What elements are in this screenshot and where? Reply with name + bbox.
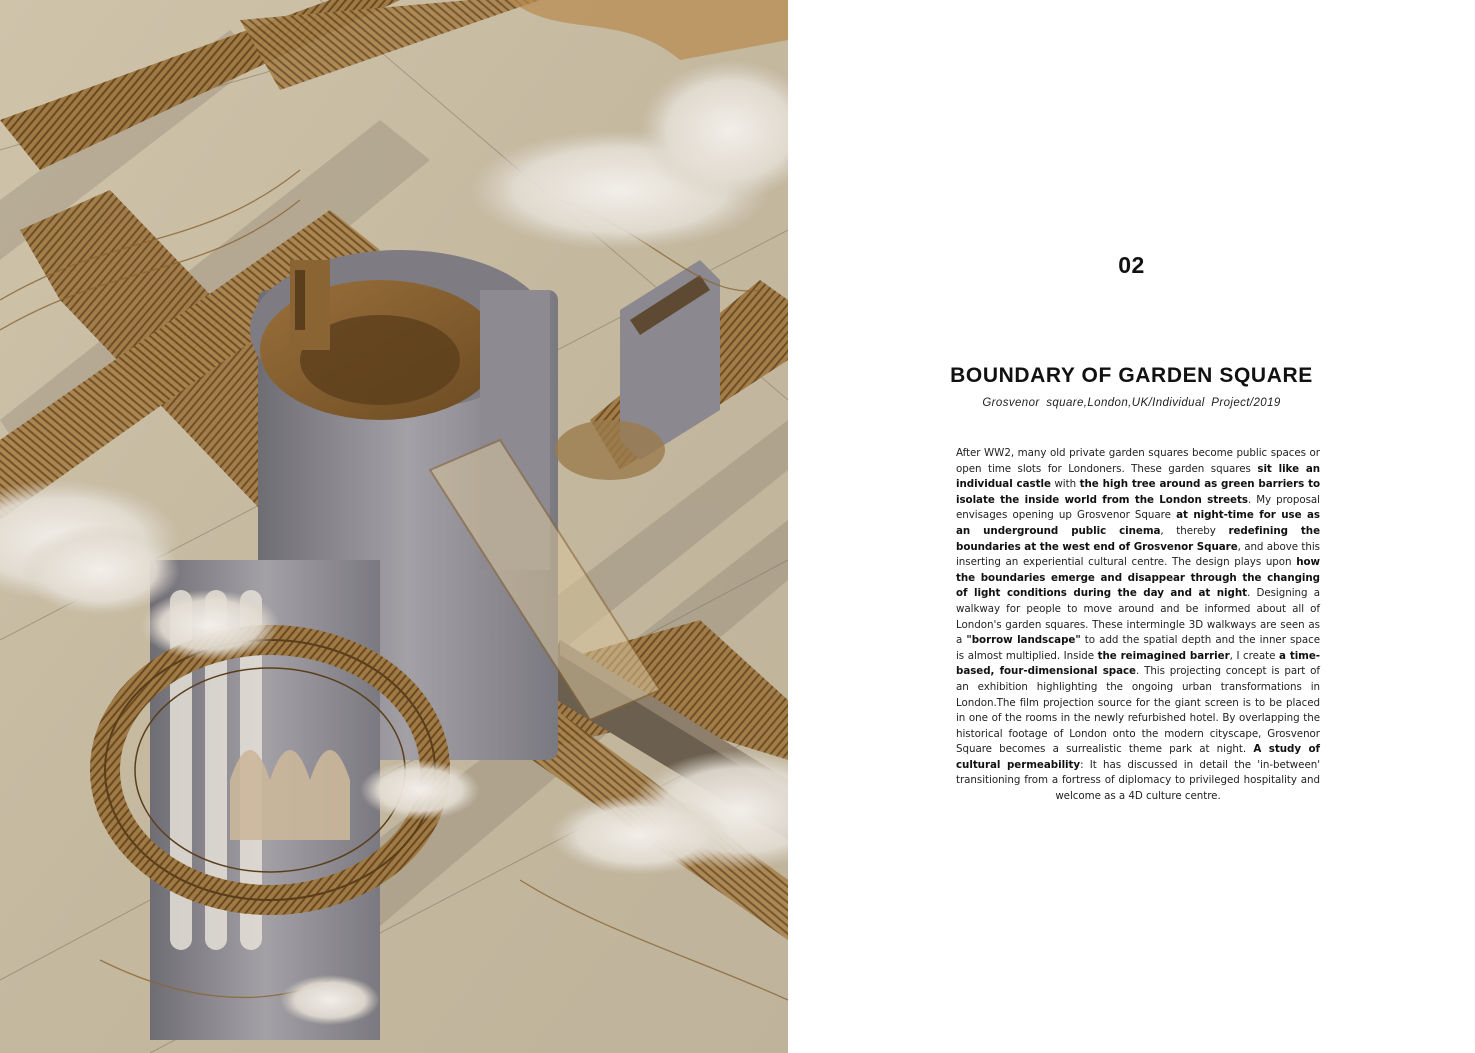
- project-number: 02: [1118, 252, 1145, 278]
- body-emphasis: sit like an individual castle: [956, 462, 1320, 491]
- body-emphasis: "borrow landscape": [966, 634, 1081, 647]
- body-emphasis: the high tree around as green barriers to isolate the inside world from the London streets: [956, 478, 1320, 506]
- body-text-segment: , and above this inserting an experiential cultural centre. The design plays upon: [956, 540, 1320, 569]
- project-subtitle: Grosvenor square,London,UK/Individual Project/2019: [982, 397, 1281, 409]
- project-title: BOUNDARY OF GARDEN SQUARE: [950, 364, 1313, 387]
- body-text-segment: . My proposal envisages opening up Grosvenor Square: [956, 493, 1320, 522]
- body-emphasis: a time-based, four-dimensional space: [956, 649, 1321, 678]
- body-emphasis: redefining the boundaries at the west end of Grosvenor Square: [956, 524, 1320, 553]
- body-emphasis: A study of cultural permeability: [956, 743, 1320, 771]
- text-page: [788, 0, 1475, 1053]
- body-text-segment: . This projecting concept is part of an exhibition highlighting the ongoing urban transformations in London.The film projection source for the giant screen is to be placed in one of the rooms in the newly refurbished hotel. By overlapping the historical footage of London onto the modern cityscape, Grosvenor Square becomes a surrealistic theme park at night.: [956, 665, 1320, 756]
- body-text-segment: to add the spatial depth and the inner space is almost multiplied. Inside: [956, 634, 1320, 662]
- body-emphasis: the reimagined barrier: [1097, 649, 1230, 662]
- body-text-segment: : It has discussed in detail the 'in-between' transitioning from a fortress of diplomacy to privileged hospitality and welcome as a 4D culture centre.: [956, 758, 1320, 803]
- body-text-segment: After WW2, many old private garden squares become public spaces or open time slots for Londoners. These garden squares: [956, 447, 1320, 475]
- body-emphasis: at night-time for use as an underground public cinema: [956, 509, 1321, 537]
- body-text-segment: with: [1050, 478, 1080, 491]
- body-emphasis: how the boundaries emerge and disappear through the changing of light conditions during the day and at night: [956, 556, 1320, 600]
- project-description: [956, 446, 1320, 805]
- body-text-segment: , I create: [1229, 649, 1280, 662]
- body-text-segment: , thereby: [1160, 524, 1229, 537]
- body-text-segment: . Designing a walkway for people to move around and be informed about all of London's garden squares. These intermingle 3D walkways are seen as a: [956, 587, 1320, 647]
